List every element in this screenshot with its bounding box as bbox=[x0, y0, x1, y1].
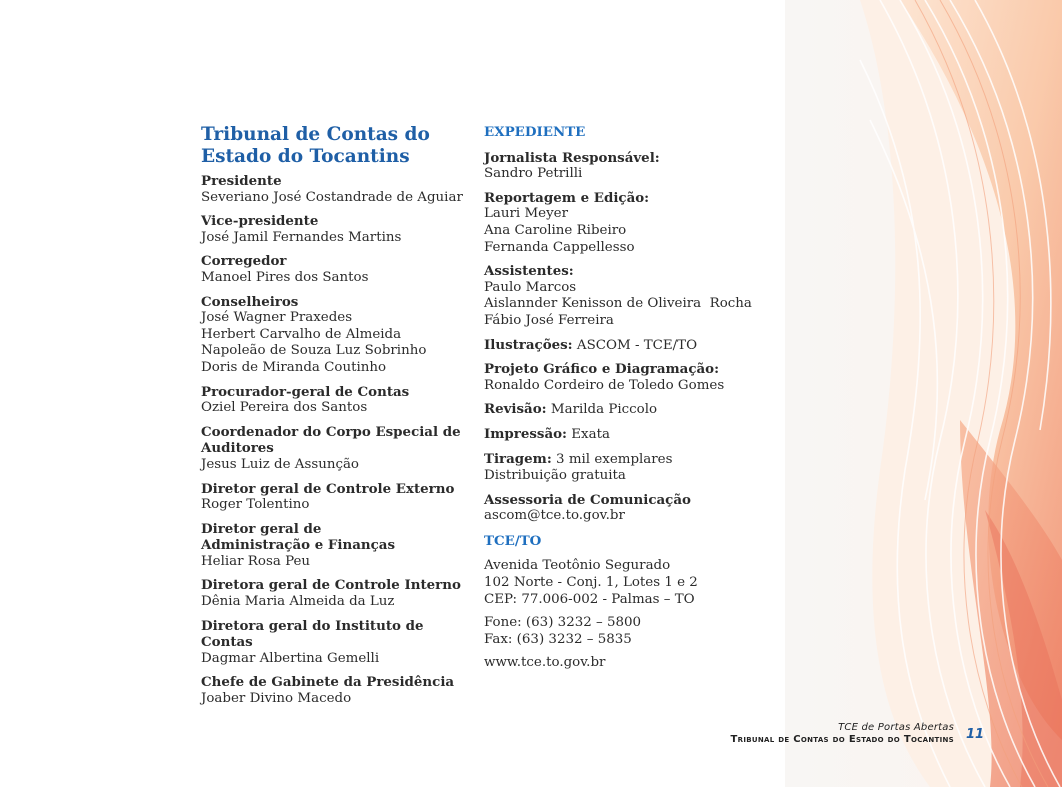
page-number: 11 bbox=[966, 727, 985, 742]
tceto-heading: TCE/TO bbox=[484, 532, 542, 549]
staff-entry bbox=[201, 294, 471, 377]
fax-line: Fax: (63) 3232 – 5835 bbox=[484, 631, 632, 647]
person-name: Ronaldo Cordeiro de Toledo Gomes bbox=[484, 377, 725, 393]
page-title: Tribunal de Contas do Estado do Tocantins bbox=[201, 124, 430, 167]
address-line: CEP: 77.006-002 - Palmas – TO bbox=[484, 591, 695, 607]
person-name: Severiano José Costandrade de Aguiar bbox=[201, 189, 463, 205]
staff-entry bbox=[201, 521, 471, 571]
role-label: Diretor geral de Administração e Finanças bbox=[201, 520, 396, 554]
address-line: Avenida Teotônio Segurado bbox=[484, 558, 671, 574]
phone-line: Fone: (63) 3232 – 5800 bbox=[484, 615, 642, 631]
role-label: Chefe de Gabinete da Presidência bbox=[201, 674, 455, 691]
person-name: Napoleão de Souza Luz Sobrinho bbox=[201, 343, 427, 359]
staff-entry bbox=[201, 213, 471, 246]
projeto-label: Projeto Gráfico e Diagramação: bbox=[484, 361, 720, 378]
address-line: 102 Norte - Conj. 1, Lotes 1 e 2 bbox=[484, 575, 698, 591]
role-label: Diretora geral do Instituto de Contas bbox=[201, 617, 424, 651]
person-name: Dagmar Albertina Gemelli bbox=[201, 650, 380, 666]
person-name: Sandro Petrilli bbox=[484, 166, 583, 182]
person-name: Lauri Meyer bbox=[484, 206, 568, 222]
person-name: José Wagner Praxedes bbox=[201, 310, 353, 326]
person-name: José Jamil Fernandes Martins bbox=[201, 229, 402, 245]
role-label: Procurador-geral de Contas bbox=[201, 383, 410, 400]
staff-entry bbox=[201, 424, 471, 474]
jornalista-label: Jornalista Responsável: bbox=[484, 149, 660, 166]
person-name: Fernanda Cappellesso bbox=[484, 239, 635, 255]
ilustracoes-value: ASCOM - TCE/TO bbox=[576, 337, 698, 353]
tiragem-value: 3 mil exemplares bbox=[556, 451, 673, 467]
person-name: Dênia Maria Almeida da Luz bbox=[201, 594, 395, 610]
footer-org: Tribunal de Contas do Estado do Tocantins bbox=[730, 734, 954, 745]
person-name: Aislannder Kenisson de Oliveira Rocha bbox=[484, 296, 752, 312]
person-name: Ana Caroline Ribeiro bbox=[484, 222, 627, 238]
tiragem-block bbox=[484, 451, 784, 485]
revisao-label: Revisão: bbox=[484, 401, 547, 418]
expediente-heading: EXPEDIENTE bbox=[484, 124, 586, 140]
staff-entry bbox=[201, 173, 471, 206]
role-label: Presidente bbox=[201, 173, 282, 189]
revisao-value: Marilda Piccolo bbox=[550, 402, 658, 418]
projeto-block bbox=[484, 361, 784, 394]
footer-tagline: TCE de Portas Abertas bbox=[838, 722, 954, 733]
revisao-block bbox=[484, 401, 784, 419]
person-name: Manoel Pires dos Santos bbox=[201, 269, 369, 285]
role-label: Coordenador do Corpo Especial de Auditores bbox=[201, 423, 461, 457]
person-name: Doris de Miranda Coutinho bbox=[201, 359, 387, 375]
tiragem-label: Tiragem: bbox=[484, 450, 552, 467]
assistentes-label: Assistentes: bbox=[484, 263, 574, 280]
ilustracoes-block bbox=[484, 337, 784, 355]
staff-entry bbox=[201, 618, 471, 668]
person-name: Jesus Luiz de Assunção bbox=[201, 456, 359, 472]
jornalista-block bbox=[484, 150, 784, 183]
role-label: Conselheiros bbox=[201, 293, 299, 310]
assistentes-block bbox=[484, 263, 784, 329]
staff-entry bbox=[201, 384, 471, 417]
role-label: Vice-presidente bbox=[201, 213, 319, 230]
reportagem-block bbox=[484, 190, 784, 256]
person-name: Paulo Marcos bbox=[484, 279, 577, 295]
website-block bbox=[484, 655, 784, 672]
staff-entry bbox=[201, 253, 471, 286]
page-footer bbox=[731, 722, 954, 745]
assessoria-label: Assessoria de Comunicação bbox=[484, 491, 691, 508]
impressao-value: Exata bbox=[571, 426, 610, 442]
role-label: Diretor geral de Controle Externo bbox=[201, 480, 455, 497]
address-block bbox=[484, 558, 784, 608]
person-name: Joaber Divino Macedo bbox=[201, 691, 352, 707]
website-link: www.tce.to.gov.br bbox=[484, 655, 606, 671]
distribuicao-text: Distribuição gratuita bbox=[484, 468, 626, 484]
assessoria-email: ascom@tce.to.gov.br bbox=[484, 508, 625, 524]
person-name: Oziel Pereira dos Santos bbox=[201, 400, 368, 416]
role-label: Corregedor bbox=[201, 253, 287, 270]
staff-entry bbox=[201, 674, 471, 707]
staff-entry bbox=[201, 577, 471, 610]
person-name: Herbert Carvalho de Almeida bbox=[201, 326, 402, 342]
person-name: Heliar Rosa Peu bbox=[201, 553, 311, 569]
ilustracoes-label: Ilustrações: bbox=[484, 336, 573, 353]
assessoria-block bbox=[484, 492, 784, 525]
staff-entry bbox=[201, 481, 471, 514]
impressao-block bbox=[484, 426, 784, 444]
role-label: Diretora geral de Controle Interno bbox=[201, 577, 461, 594]
person-name: Roger Tolentino bbox=[201, 497, 310, 513]
phone-block bbox=[484, 615, 784, 648]
expediente-column bbox=[484, 124, 784, 679]
reportagem-label: Reportagem e Edição: bbox=[484, 189, 650, 206]
impressao-label: Impressão: bbox=[484, 425, 567, 442]
person-name: Fábio José Ferreira bbox=[484, 312, 614, 328]
staff-column bbox=[201, 124, 471, 715]
